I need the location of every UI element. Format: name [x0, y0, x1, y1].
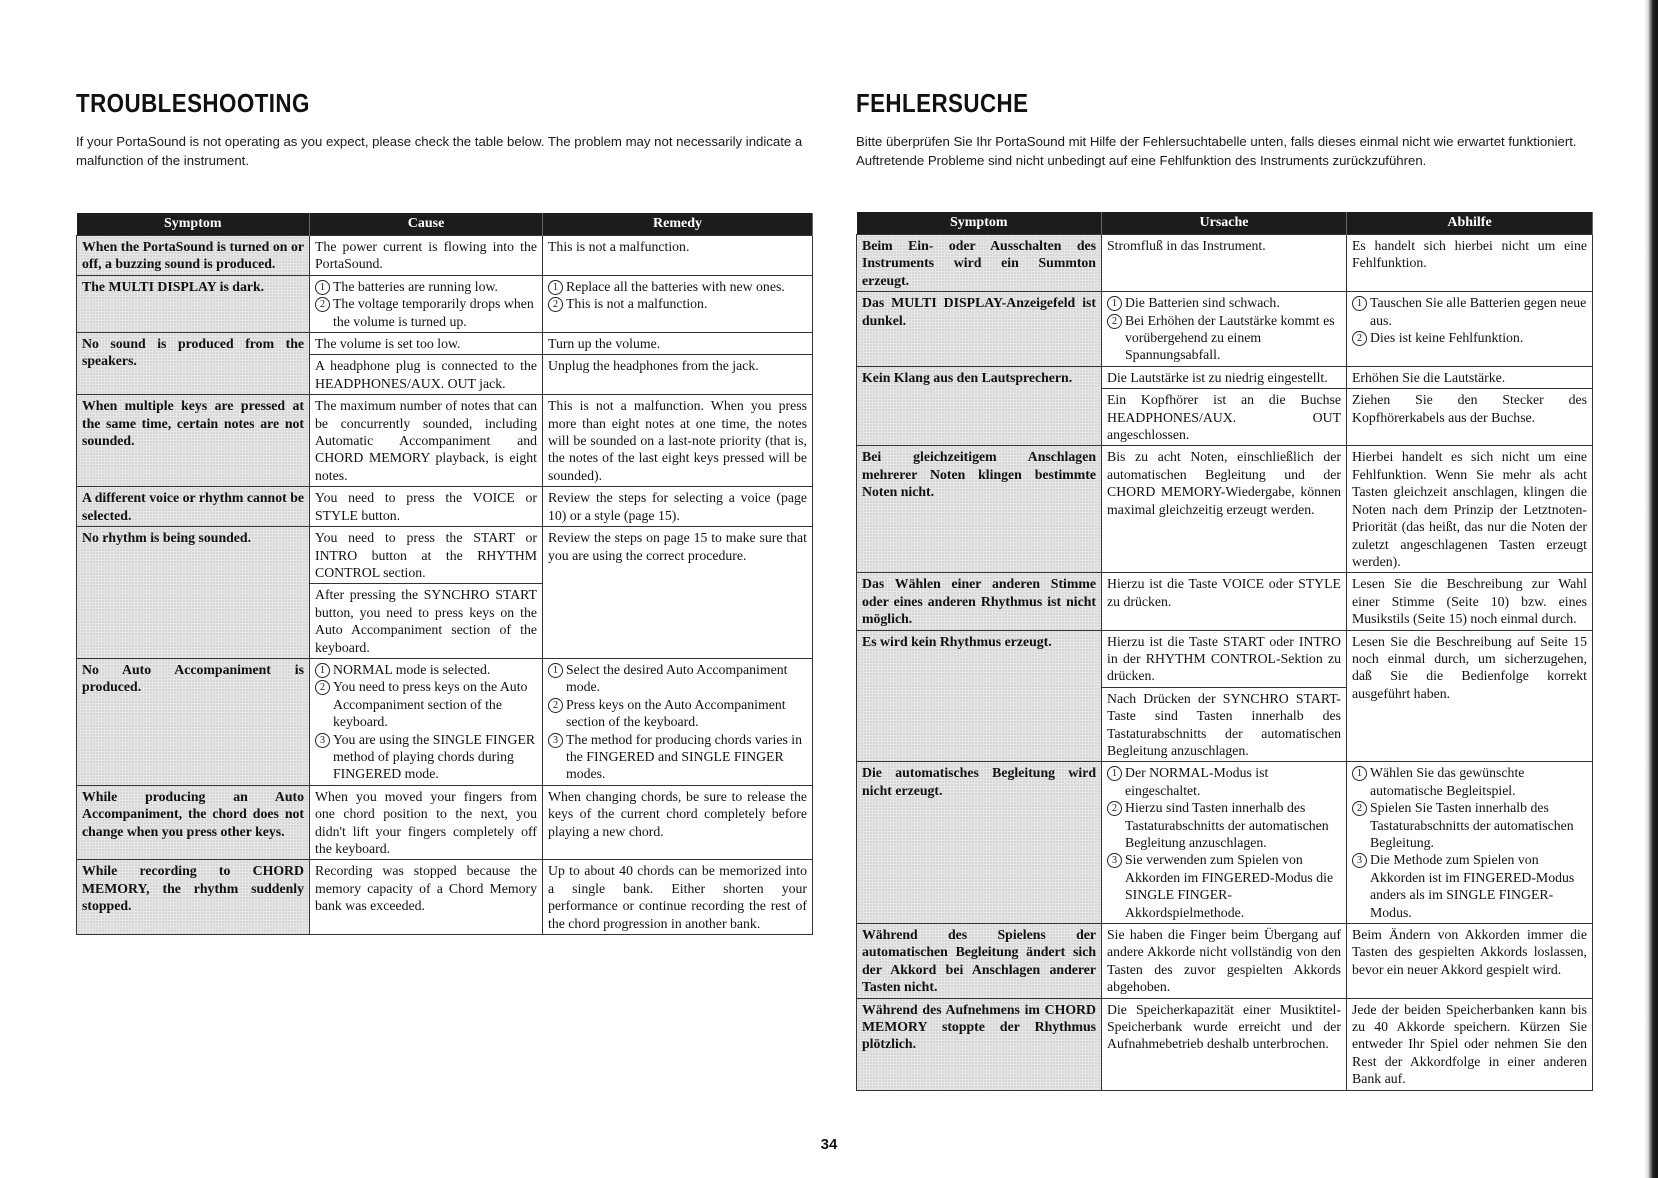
- table-row: [77, 527, 813, 584]
- remedy-cell: [543, 658, 813, 785]
- table-row: [77, 236, 813, 276]
- cause-cell: [310, 658, 543, 785]
- intro-text: Bitte überprüfen Sie Ihr PortaSound mit Hilfe der Fehlersuchtabelle unten, falls dieses einmal nicht wie erwartet funktioniert. Auftretende Probleme sind nicht unbedingt auf eine Fehlfunktion des Instruments zurückzuführen.: [856, 134, 1577, 168]
- table-row: [857, 573, 1593, 630]
- symptom-cell: Bei gleichzeitigem Anschlagen mehrerer Noten klingen bestimmte Noten nicht.: [857, 446, 1102, 573]
- list-item: Tauschen Sie alle Batterien gegen neue aus.: [1352, 294, 1587, 329]
- remedy-cell: Jede der beiden Speicherbanken kann bis zu 40 Akkorde speichern. Kürzen Sie entweder Ihr Spiel oder nehmen Sie den Rest der Akkordfolge in einer anderen Bank auf.: [1347, 998, 1593, 1090]
- header-symptom: Symptom: [77, 213, 310, 236]
- table-row: [857, 924, 1593, 999]
- cause-cell: The maximum number of notes that can be concurrently sounded, including Automatic Accompaniment and CHORD MEMORY playback, is eight notes.: [310, 395, 543, 487]
- cause-cell: Stromfluß in das Instrument.: [1102, 235, 1347, 292]
- cause-cell: The volume is set too low.: [310, 333, 543, 355]
- list-item: Die Methode zum Spielen von Akkorden ist im FINGERED-Modus anders als im SINGLE FINGER-Modus.: [1352, 851, 1587, 921]
- table-row: [77, 860, 813, 935]
- remedy-cell: Beim Ändern von Akkorden immer die Tasten des gespielten Akkords loslassen, bevor ein neuer Akkord gespielt wird.: [1347, 924, 1593, 999]
- cause-cell: [310, 275, 543, 332]
- header-symptom: Symptom: [857, 212, 1102, 235]
- remedy-cell: Ziehen Sie den Stecker des Kopfhörerkabels aus der Buchse.: [1347, 389, 1593, 446]
- remedy-cell: Review the steps for selecting a voice (page 10) or a style (page 15).: [543, 487, 813, 527]
- remedy-cell: Lesen Sie die Beschreibung auf Seite 15 noch einmal durch, um sicherzugehen, daß Sie die Bedienfolge korrekt ausgeführt haben.: [1347, 630, 1593, 762]
- cause-cell: [1102, 292, 1347, 367]
- symptom-cell: Es wird kein Rhythmus erzeugt.: [857, 630, 1102, 762]
- remedy-cell: Turn up the volume.: [543, 333, 813, 355]
- remedy-cell: Lesen Sie die Beschreibung zur Wahl einer Stimme (Seite 10) bzw. eines Musikstils (Seite 15) noch einmal durch.: [1347, 573, 1593, 630]
- remedy-cell: When changing chords, be sure to release the keys of the current chord completely before playing a new chord.: [543, 785, 813, 860]
- cause-cell: Hierzu ist die Taste START oder INTRO in der RHYTHM CONTROL-Sektion zu drücken.: [1102, 630, 1347, 687]
- list-item: You need to press keys on the Auto Accompaniment section of the keyboard.: [315, 678, 537, 730]
- list-item: Bei Erhöhen der Lautstärke kommt es vorübergehend zu einem Spannungsabfall.: [1107, 312, 1341, 364]
- remedy-cell: Hierbei handelt es sich nicht um eine Fehlfunktion. Wenn Sie mehr als acht Tasten gleichzeit anschlagen, klingen die Noten nach dem Prinzip der Letztnoten-Priorität (das heißt, das nur die Noten der zuletzt angeschlagenen Tasten erzeugt werden).: [1347, 446, 1593, 573]
- page-number: 34: [820, 1136, 838, 1153]
- table-row: [77, 658, 813, 785]
- list-item: NORMAL mode is selected.: [315, 661, 537, 678]
- symptom-cell: Das MULTI DISPLAY-Anzeigefeld ist dunkel.: [857, 292, 1102, 367]
- table-row: [857, 235, 1593, 292]
- remedy-cell: Erhöhen Sie die Lautstärke.: [1347, 366, 1593, 388]
- symptom-cell: Die automatisches Begleitung wird nicht erzeugt.: [857, 762, 1102, 924]
- list-item: Press keys on the Auto Accompaniment section of the keyboard.: [548, 696, 807, 731]
- header-cause: Ursache: [1102, 212, 1347, 235]
- list-item: Der NORMAL-Modus ist eingeschaltet.: [1107, 764, 1341, 799]
- cause-cell: The power current is flowing into the PortaSound.: [310, 236, 543, 276]
- list-item: Dies ist keine Fehlfunktion.: [1352, 329, 1587, 346]
- table-row: [857, 998, 1593, 1090]
- table-row: [857, 446, 1593, 573]
- cause-cell: Nach Drücken der SYNCHRO START-Taste sind Tasten innerhalb des Tastaturabschnitts der automatischen Begleitung anzuschlagen.: [1102, 687, 1347, 762]
- symptom-cell: No rhythm is being sounded.: [77, 527, 310, 659]
- cause-cell: [1102, 762, 1347, 924]
- troubleshooting-table: [856, 212, 1593, 1091]
- remedy-cell: Unplug the headphones from the jack.: [543, 355, 813, 395]
- remedy-cell: This is not a malfunction.: [543, 236, 813, 276]
- cause-cell: A headphone plug is connected to the HEADPHONES/AUX. OUT jack.: [310, 355, 543, 395]
- cause-cell: Ein Kopfhörer ist an die Buchse HEADPHONES/AUX. OUT angeschlossen.: [1102, 389, 1347, 446]
- list-item: The method for producing chords varies in the FINGERED and SINGLE FINGER modes.: [548, 731, 807, 783]
- cause-cell: Hierzu ist die Taste VOICE oder STYLE zu drücken.: [1102, 573, 1347, 630]
- symptom-cell: Während des Spielens der automatischen Begleitung ändert sich der Akkord bei Anschlagen anderer Tasten nicht.: [857, 924, 1102, 999]
- symptom-cell: Kein Klang aus den Lautsprechern.: [857, 366, 1102, 446]
- table-row: [77, 275, 813, 332]
- symptom-cell: The MULTI DISPLAY is dark.: [77, 275, 310, 332]
- list-item: The batteries are running low.: [315, 278, 537, 295]
- symptom-cell: Beim Ein- oder Ausschalten des Instruments wird ein Summton erzeugt.: [857, 235, 1102, 292]
- cause-cell: Die Speicherkapazität einer Musiktitel-Speicherbank wurde erreicht und der Aufnahmebetrieb deshalb unterbrochen.: [1102, 998, 1347, 1090]
- list-item: Spielen Sie Tasten innerhalb des Tastaturabschnitts der automatischen Begleitung.: [1352, 799, 1587, 851]
- list-item: Sie verwenden zum Spielen von Akkorden im FINGERED-Modus die SINGLE FINGER-Akkordspielmethode.: [1107, 851, 1341, 921]
- cause-cell: When you moved your fingers from one chord position to the next, you didn't lift your fingers completely off the keyboard.: [310, 785, 543, 860]
- list-item: Replace all the batteries with new ones.: [548, 278, 807, 295]
- header-cause: Cause: [310, 213, 543, 236]
- page-title: FEHLERSUCHE: [856, 88, 1029, 118]
- troubleshooting-table: [76, 213, 813, 935]
- cause-cell: You need to press the VOICE or STYLE button.: [310, 487, 543, 527]
- remedy-cell: This is not a malfunction. When you press more than eight notes at one time, the notes will be sounded on a last-note priority (that is, the notes of the last eight keys pressed will be sounded).: [543, 395, 813, 487]
- remedy-cell: [543, 275, 813, 332]
- table-row: [857, 762, 1593, 924]
- remedy-cell: [1347, 292, 1593, 367]
- cause-cell: After pressing the SYNCHRO START button, you need to press keys on the Auto Accompaniment section of the keyboard.: [310, 584, 543, 659]
- cause-cell: Sie haben die Finger beim Übergang auf andere Akkorde nicht vollständig von den Tasten des zuvor gespielten Akkords abgehoben.: [1102, 924, 1347, 999]
- table-row: [77, 785, 813, 860]
- table-header-row: [77, 213, 813, 236]
- table-row: [857, 292, 1593, 367]
- header-remedy: Abhilfe: [1347, 212, 1593, 235]
- list-item: You are using the SINGLE FINGER method of playing chords during FINGERED mode.: [315, 731, 537, 783]
- cause-cell: You need to press the START or INTRO button at the RHYTHM CONTROL section.: [310, 527, 543, 584]
- cause-cell: Die Lautstärke ist zu niedrig eingestellt.: [1102, 366, 1347, 388]
- symptom-cell: While recording to CHORD MEMORY, the rhythm suddenly stopped.: [77, 860, 310, 935]
- remedy-cell: [1347, 762, 1593, 924]
- list-item: The voltage temporarily drops when the volume is turned up.: [315, 295, 537, 330]
- symptom-cell: When multiple keys are pressed at the same time, certain notes are not sounded.: [77, 395, 310, 487]
- remedy-cell: Review the steps on page 15 to make sure that you are using the correct procedure.: [543, 527, 813, 659]
- remedy-cell: Es handelt sich hierbei nicht um eine Fehlfunktion.: [1347, 235, 1593, 292]
- symptom-cell: Das Wählen einer anderen Stimme oder eines anderen Rhythmus ist nicht möglich.: [857, 573, 1102, 630]
- symptom-cell: When the PortaSound is turned on or off, a buzzing sound is produced.: [77, 236, 310, 276]
- list-item: Wählen Sie das gewünschte automatische Begleitspiel.: [1352, 764, 1587, 799]
- cause-cell: Bis zu acht Noten, einschließlich der automatischen Begleitung und der CHORD MEMORY-Wiedergabe, können maximal gleichzeitig erzeugt werden.: [1102, 446, 1347, 573]
- symptom-cell: No sound is produced from the speakers.: [77, 333, 310, 395]
- table-row: [857, 366, 1593, 388]
- symptom-cell: While producing an Auto Accompaniment, the chord does not change when you press other keys.: [77, 785, 310, 860]
- table-row: [77, 487, 813, 527]
- page-edge-binding: [1644, 0, 1658, 1178]
- header-remedy: Remedy: [543, 213, 813, 236]
- list-item: Select the desired Auto Accompaniment mode.: [548, 661, 807, 696]
- table-header-row: [857, 212, 1593, 235]
- remedy-cell: Up to about 40 chords can be memorized into a single bank. Either shorten your performance or continue recording the rest of the chord progression in another bank.: [543, 860, 813, 935]
- symptom-cell: No Auto Accompaniment is produced.: [77, 658, 310, 785]
- cause-cell: Recording was stopped because the memory capacity of a Chord Memory bank was exceeded.: [310, 860, 543, 935]
- table-row: [77, 395, 813, 487]
- intro-text: If your PortaSound is not operating as you expect, please check the table below. The problem may not necessarily indicate a malfunction of the instrument.: [76, 134, 803, 168]
- table-row: [857, 630, 1593, 687]
- page-title: TROUBLESHOOTING: [76, 88, 310, 118]
- symptom-cell: A different voice or rhythm cannot be selected.: [77, 487, 310, 527]
- list-item: Die Batterien sind schwach.: [1107, 294, 1341, 311]
- symptom-cell: Während des Aufnehmens im CHORD MEMORY stoppte der Rhythmus plötzlich.: [857, 998, 1102, 1090]
- list-item: This is not a malfunction.: [548, 295, 807, 312]
- list-item: Hierzu sind Tasten innerhalb des Tastaturabschnitts der automatischen Begleitung anzuschlagen.: [1107, 799, 1341, 851]
- table-row: [77, 333, 813, 355]
